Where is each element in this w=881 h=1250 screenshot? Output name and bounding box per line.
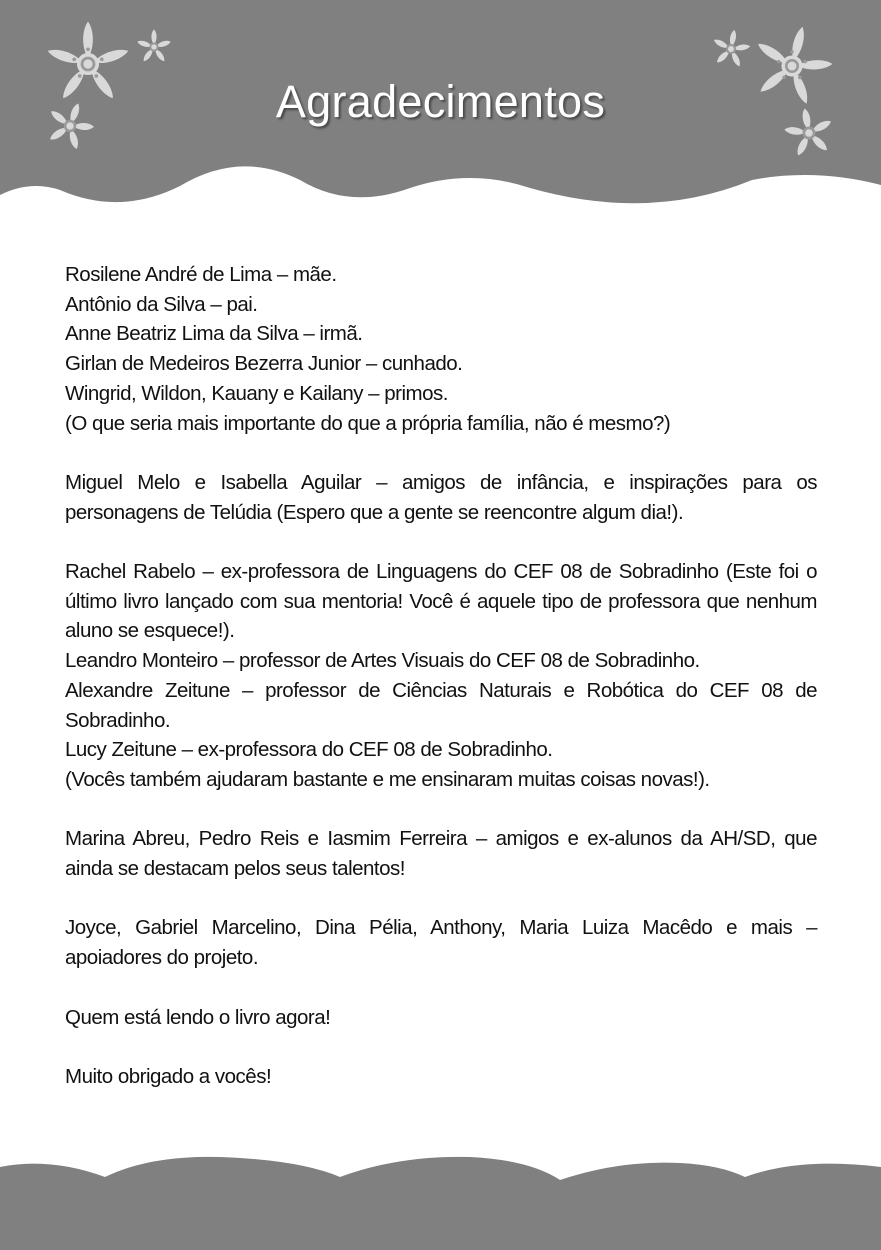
- text-line: Quem está lendo o livro agora!: [65, 1005, 331, 1029]
- text-line: Joyce, Gabriel Marcelino, Dina Pélia, Anthony, Maria Luiza Macêdo e mais – apoiadores do projeto.: [65, 916, 817, 970]
- text-line: Rachel Rabelo – ex-professora de Linguagens do CEF 08 de Sobradinho (Este foi o último livro lançado com sua mentoria! Você é aquele tipo de professora que nenhum aluno se esquece!).: [65, 560, 817, 643]
- acknowledgements-body: [65, 260, 817, 1121]
- text-line: Anne Beatriz Lima da Silva – irmã.: [65, 322, 363, 346]
- footer-band: [0, 1155, 881, 1250]
- text-line: Lucy Zeitune – ex-professora do CEF 08 de Sobradinho.: [65, 738, 553, 762]
- text-line: Leandro Monteiro – professor de Artes Visuais do CEF 08 de Sobradinho.: [65, 649, 700, 673]
- text-line: Antônio da Silva – pai.: [65, 292, 258, 316]
- text-line: Marina Abreu, Pedro Reis e Iasmim Ferreira – amigos e ex-alunos da AH/SD, que ainda se destacam pelos seus talentos!: [65, 827, 817, 881]
- text-line: (O que seria mais importante do que a própria família, não é mesmo?): [65, 411, 671, 435]
- text-line: Muito obrigado a vocês!: [65, 1064, 272, 1088]
- friends-paragraph: [65, 824, 817, 883]
- childhood-friends-paragraph: [65, 468, 817, 527]
- text-line: (Vocês também ajudaram bastante e me ensinaram muitas coisas novas!).: [65, 767, 710, 791]
- supporters-paragraph: [65, 913, 817, 972]
- flower-icon: [710, 28, 752, 70]
- text-line: Miguel Melo e Isabella Aguilar – amigos de infância, e inspirações para os personagens de Telúdia (Espero que a gente se reencontre algum dia!).: [65, 470, 817, 524]
- teachers-paragraph: [65, 557, 817, 795]
- page-title: Agradecimentos: [275, 76, 606, 127]
- text-line: Wingrid, Wildon, Kauany e Kailany – primos.: [65, 381, 448, 405]
- closing-paragraph: [65, 1062, 817, 1092]
- family-paragraph: [65, 260, 817, 438]
- text-line: Girlan de Medeiros Bezerra Junior – cunhado.: [65, 352, 463, 376]
- reader-paragraph: [65, 1003, 817, 1033]
- flower-icon: [135, 28, 173, 66]
- text-line: Rosilene André de Lima – mãe.: [65, 263, 337, 286]
- text-line: Alexandre Zeitune – professor de Ciências Naturais e Robótica do CEF 08 de Sobradinho.: [65, 678, 817, 732]
